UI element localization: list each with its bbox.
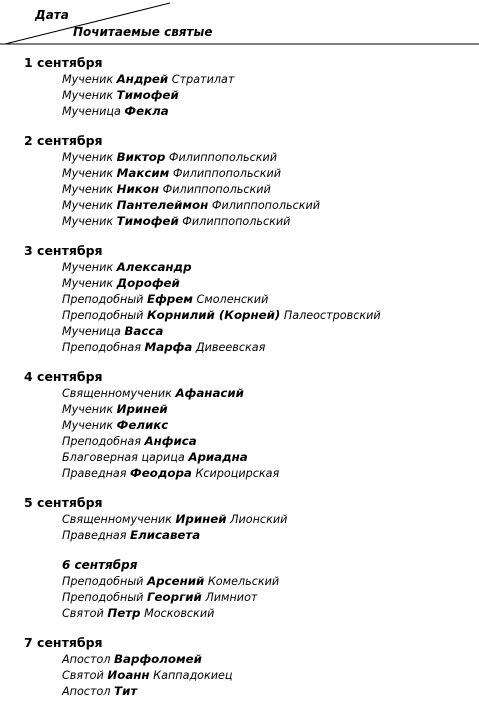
- saint-epithet: Филиппопольский: [168, 151, 278, 164]
- saint-name: Корнилий (Корней): [147, 308, 281, 322]
- saint-entry: [0, 291, 479, 307]
- saint-entry: [0, 323, 479, 339]
- saint-name: Ефрем: [147, 292, 193, 306]
- saint-epithet: Филиппопольский: [211, 199, 321, 212]
- saint-entry: [0, 181, 479, 197]
- saint-title: Священномученик: [62, 387, 172, 400]
- day-block: [0, 243, 479, 355]
- saint-title: Святой: [62, 669, 104, 682]
- saint-title: Мученик: [62, 183, 114, 196]
- saint-entry: [0, 165, 479, 181]
- saint-name: Дорофей: [116, 276, 180, 290]
- day-block: [0, 369, 479, 481]
- saint-entry: [0, 667, 479, 683]
- saint-title: Мученик: [62, 261, 114, 274]
- day-block: [0, 557, 479, 621]
- saint-entry: [0, 433, 479, 449]
- saint-entry: [0, 401, 479, 417]
- saint-name: Андрей: [116, 72, 169, 86]
- saint-entry: [0, 385, 479, 401]
- saint-title: Преподобный: [62, 591, 144, 604]
- saint-entry: [0, 103, 479, 119]
- saint-title: Праведная: [62, 529, 127, 542]
- header-saints-label: Почитаемые святые: [73, 25, 213, 39]
- saints-calendar: [0, 55, 479, 713]
- header-date-label: Дата: [35, 8, 69, 22]
- day-date: 5 сентября: [24, 495, 103, 510]
- day-date: 6 сентября: [62, 558, 138, 572]
- saint-title: Мученик: [62, 277, 114, 290]
- saint-entry: [0, 307, 479, 323]
- day-date: 1 сентября: [24, 55, 103, 70]
- saint-epithet: Филиппопольский: [162, 183, 271, 196]
- saint-title: Мученик: [62, 419, 114, 432]
- saint-entry: [0, 87, 479, 103]
- saint-title: Мученик: [62, 215, 114, 228]
- saint-epithet: Стратилат: [171, 73, 235, 86]
- saint-epithet: Каппадокиец: [153, 669, 233, 682]
- saint-name: Иоанн: [107, 668, 150, 682]
- saint-entry: [0, 275, 479, 291]
- saint-title: Преподобная: [62, 435, 141, 448]
- saint-entry: [0, 339, 479, 355]
- saint-title: Мученица: [62, 325, 121, 338]
- saint-name: Арсений: [147, 574, 205, 588]
- saint-name: Марфа: [144, 340, 193, 354]
- saint-name: Тимофей: [116, 88, 179, 102]
- saint-title: Мученик: [62, 199, 114, 212]
- saint-epithet: Смоленский: [196, 293, 269, 306]
- saint-entry: [0, 449, 479, 465]
- saint-entry: [0, 417, 479, 433]
- saint-name: Ириней: [116, 402, 168, 416]
- day-block: [0, 635, 479, 699]
- day-date: 2 сентября: [24, 133, 103, 148]
- saint-entry: [0, 259, 479, 275]
- day-block: [0, 495, 479, 543]
- saint-name: Анфиса: [144, 434, 197, 448]
- saint-name: Пантелеймон: [116, 198, 209, 212]
- table-header: [0, 0, 479, 50]
- saint-epithet: Лимниот: [205, 591, 258, 604]
- saint-name: Никон: [116, 182, 160, 196]
- saint-entry: [0, 465, 479, 481]
- saint-entry: [0, 527, 479, 543]
- saint-entry: [0, 511, 479, 527]
- saint-epithet: Дивеевская: [195, 341, 266, 354]
- day-block: [0, 133, 479, 229]
- saint-epithet: Филиппопольский: [182, 215, 291, 228]
- saint-name: Варфоломей: [114, 652, 202, 666]
- day-block: [0, 55, 479, 119]
- saint-title: Мученик: [62, 89, 114, 102]
- saint-name: Георгий: [147, 590, 202, 604]
- day-date: 4 сентября: [24, 369, 103, 384]
- saint-title: Благоверная царица: [62, 451, 185, 464]
- saint-title: Преподобный: [62, 309, 144, 322]
- saint-epithet: Московский: [144, 607, 215, 620]
- saint-name: Феодора: [130, 466, 192, 480]
- saint-entry: [0, 605, 479, 621]
- day-date: 3 сентября: [24, 243, 103, 258]
- saint-title: Мученик: [62, 151, 114, 164]
- saint-entry: [0, 197, 479, 213]
- saint-entry: [0, 651, 479, 667]
- saint-epithet: Палеостровский: [283, 309, 381, 322]
- saint-name: Ириней: [175, 512, 227, 526]
- saint-name: Александр: [116, 260, 192, 274]
- saint-title: Мученик: [62, 403, 114, 416]
- saint-name: Максим: [116, 166, 170, 180]
- saint-title: Праведная: [62, 467, 127, 480]
- saint-entry: [0, 149, 479, 165]
- saint-title: Святой: [62, 607, 104, 620]
- saint-name: Ариадна: [188, 450, 248, 464]
- saint-entry: [0, 683, 479, 699]
- saint-name: Тит: [114, 684, 138, 698]
- saint-epithet: Лионский: [230, 513, 288, 526]
- saint-name: Виктор: [116, 150, 166, 164]
- saint-entry: [0, 71, 479, 87]
- saint-epithet: Комельский: [207, 575, 280, 588]
- saint-name: Петр: [107, 606, 141, 620]
- saint-title: Преподобный: [62, 575, 144, 588]
- saint-title: Священномученик: [62, 513, 172, 526]
- saint-entry: [0, 573, 479, 589]
- saint-title: Мученик: [62, 73, 114, 86]
- saint-title: Апостол: [62, 653, 111, 666]
- saint-epithet: Филиппопольский: [172, 167, 281, 180]
- saint-title: Мученик: [62, 167, 114, 180]
- saint-name: Афанасий: [175, 386, 244, 400]
- saint-name: Васса: [124, 324, 164, 338]
- saint-title: Мученица: [62, 105, 121, 118]
- saint-entry: [0, 213, 479, 229]
- saint-name: Феликс: [116, 418, 169, 432]
- saint-title: Преподобная: [62, 341, 141, 354]
- saint-name: Тимофей: [116, 214, 179, 228]
- saint-name: Фекла: [124, 104, 169, 118]
- saint-title: Преподобный: [62, 293, 144, 306]
- header-diagonal-divider: [0, 0, 479, 50]
- day-date: 7 сентября: [24, 635, 103, 650]
- saint-title: Апостол: [62, 685, 111, 698]
- saint-epithet: Ксироцирская: [195, 467, 280, 480]
- saint-entry: [0, 589, 479, 605]
- saint-name: Елисавета: [130, 528, 201, 542]
